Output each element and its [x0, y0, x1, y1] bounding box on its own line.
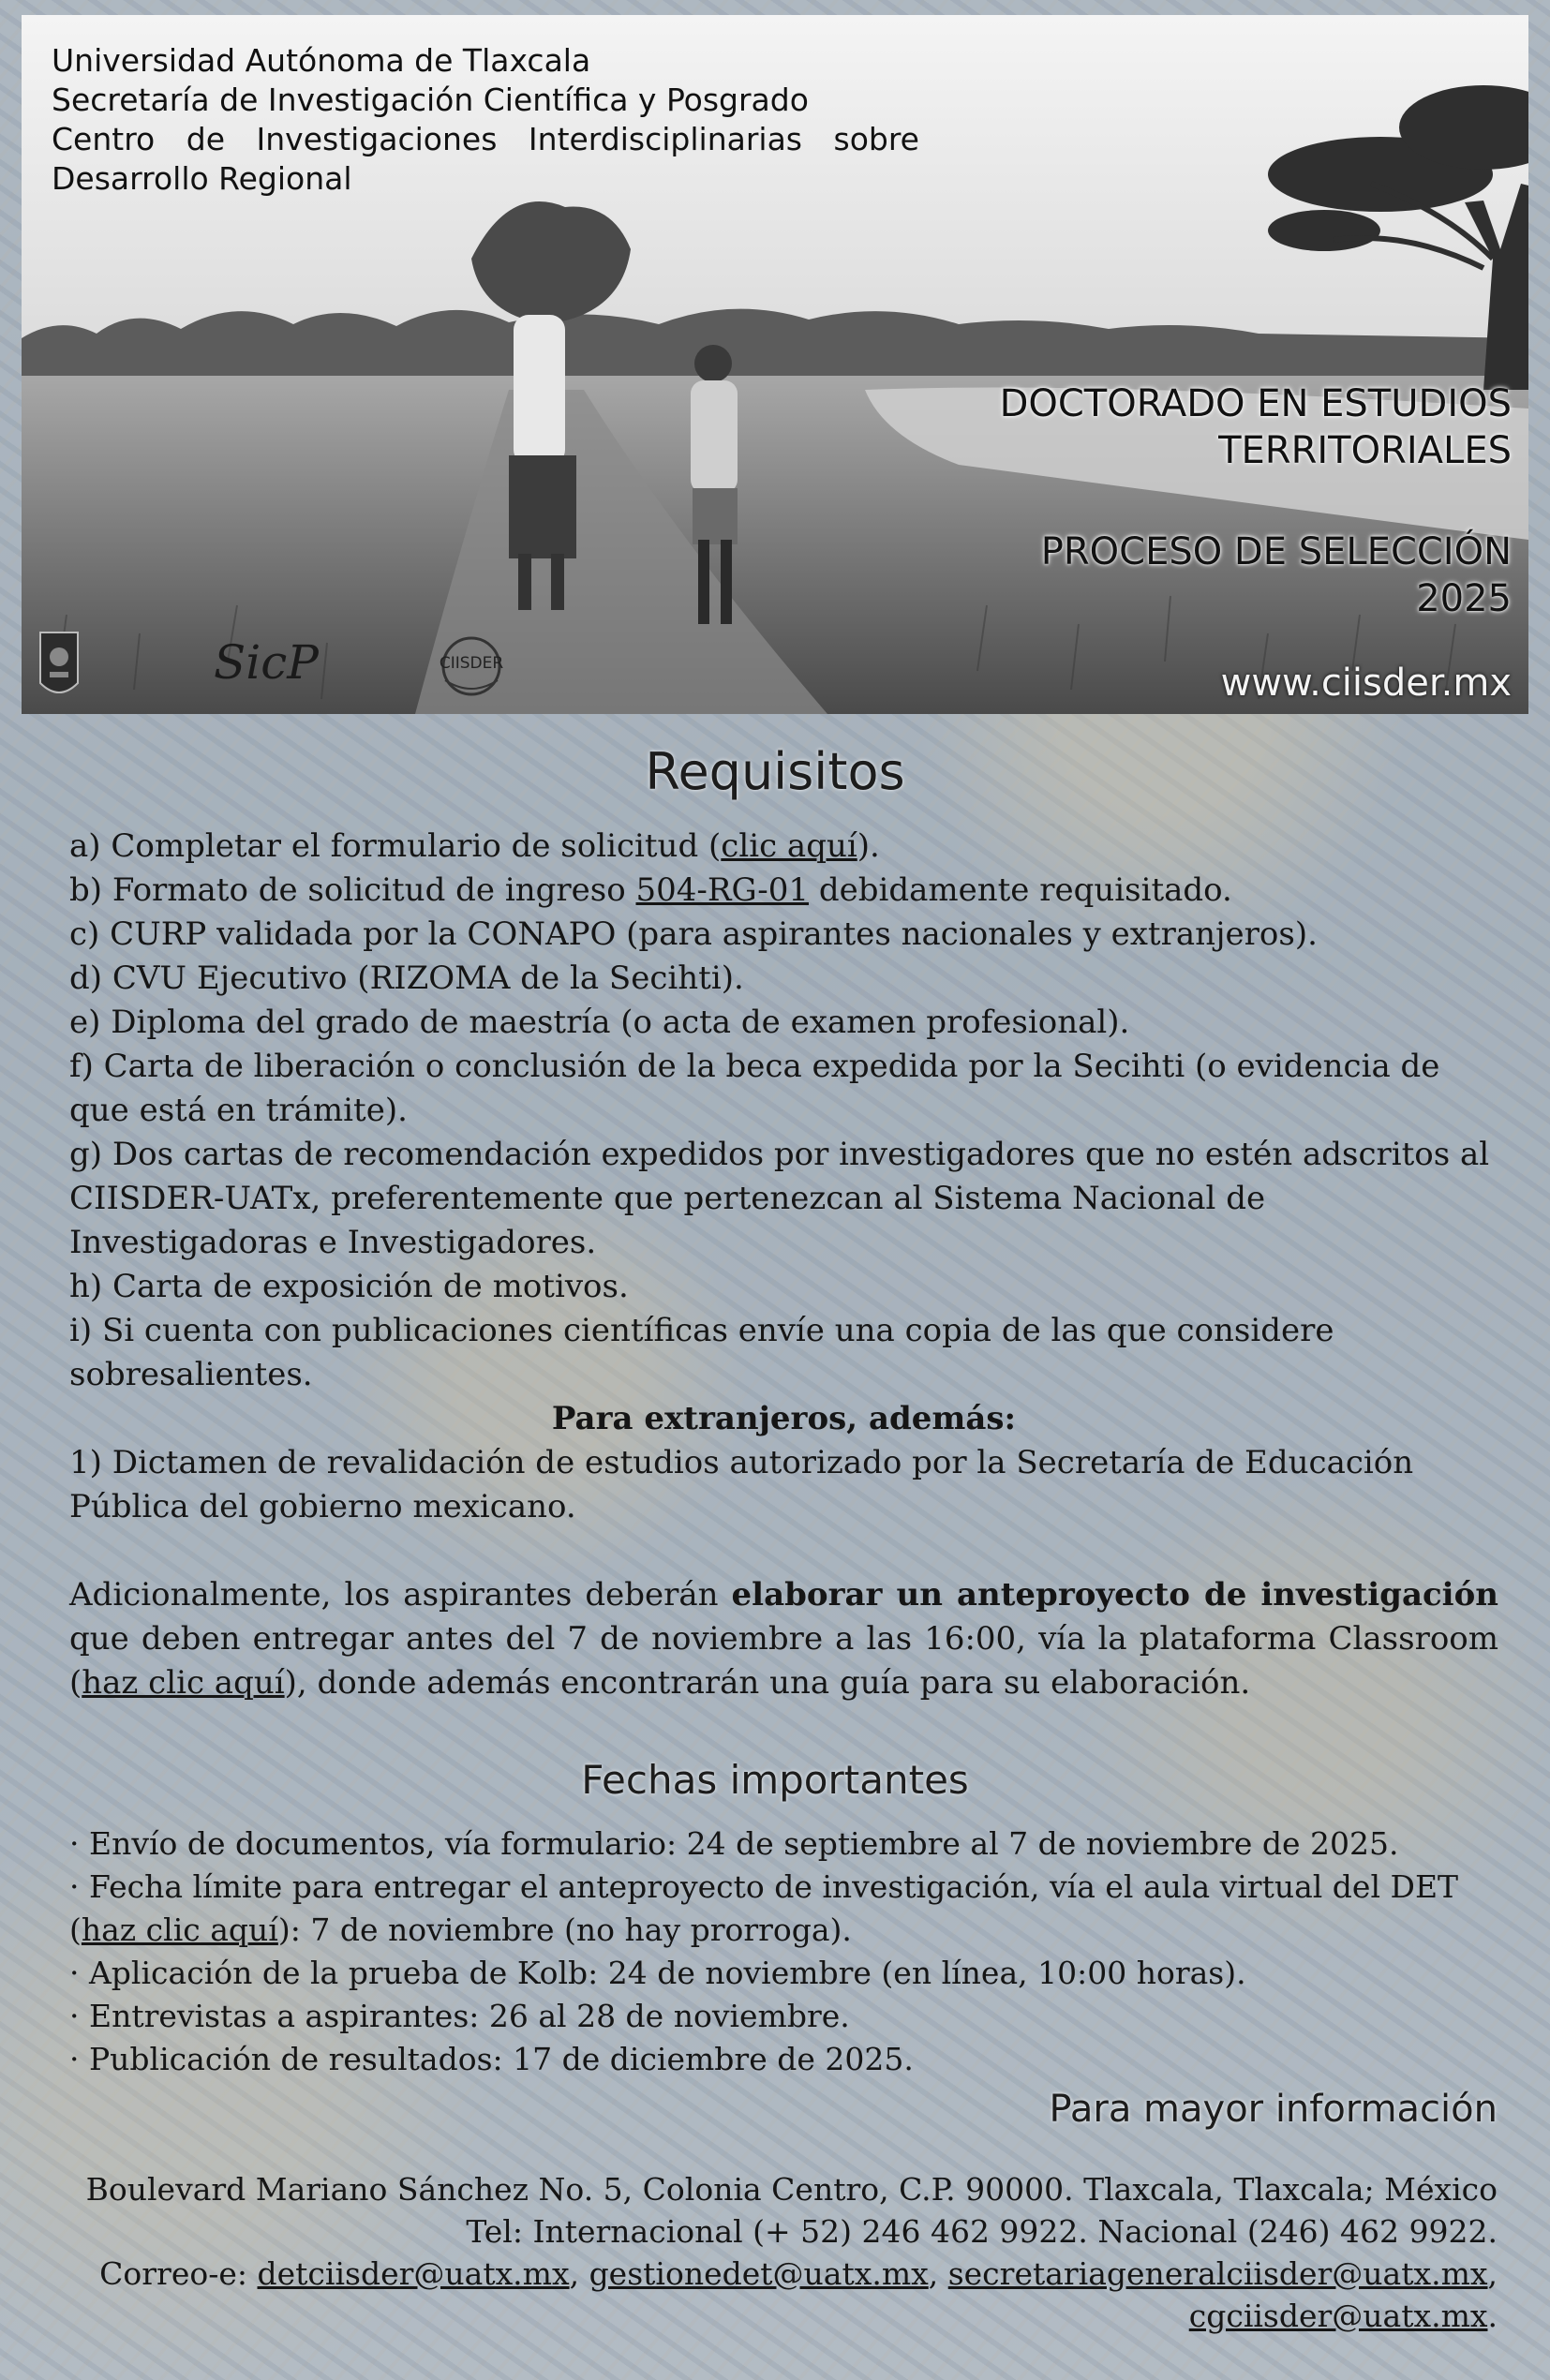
classroom-link[interactable]: haz clic aquí: [82, 1664, 285, 1702]
requirement-f: f) Carta de liberación o conclusión de la beca expedida por la Secihti (o evidencia de que está en trámite).: [69, 1048, 1440, 1129]
institution-line-1: Universidad Autónoma de Tlaxcala: [52, 42, 591, 79]
date-item-5: · Publicación de resultados: 17 de diciembre de 2025.: [69, 2041, 914, 2077]
program-title-line-2: TERRITORIALES: [1218, 429, 1512, 472]
date-item-4: · Entrevistas a aspirantes: 26 al 28 de noviembre.: [69, 1998, 850, 2034]
requirement-i: i) Si cuenta con publicaciones científicas envíe una copia de las que considere sobresalientes.: [69, 1312, 1334, 1393]
requirement-b-end: debidamente requisitado.: [809, 871, 1232, 909]
dates-list: [69, 1822, 1498, 2081]
process-title-year: 2025: [1416, 577, 1512, 620]
additional-paragraph: [69, 1573, 1498, 1705]
ciisder-logo-text: CIISDER: [439, 654, 504, 673]
institution-block: [52, 41, 919, 199]
contact-title: Para mayor información: [1049, 2088, 1498, 2131]
email-link-gestionedet[interactable]: gestionedet@uatx.mx: [589, 2255, 929, 2292]
email-link-detciisder[interactable]: detciisder@uatx.mx: [257, 2255, 570, 2292]
date-item-3: · Aplicación de la prueba de Kolb: 24 de noviembre (en línea, 10:00 horas).: [69, 1955, 1246, 1991]
process-title: [1041, 528, 1512, 622]
email-label: Correo-e:: [99, 2255, 258, 2292]
sicp-logo: SicP: [214, 635, 319, 690]
address: Boulevard Mariano Sánchez No. 5, Colonia Centro, C.P. 90000. Tlaxcala, Tlaxcala; México: [85, 2171, 1498, 2208]
ciisder-logo: [425, 633, 518, 699]
requirement-a-end: ).: [857, 827, 880, 865]
emails-line-2: cgciisder@uatx.mx.: [1188, 2298, 1498, 2334]
requirement-g: g) Dos cartas de recomendación expedidos por investigadores que no estén adscritos al CIISDER-UATx, preferentemente que pertenezcan al Sistema Nacional de Investigadoras e Investigadores.: [69, 1136, 1490, 1261]
additional-text-middle: que deben entregar antes del 7 de noviembre a las 16:00, vía la plataforma Classroom (: [69, 1620, 1498, 1702]
institution-line-3: Centro de Investigaciones Interdisciplinarias sobre: [52, 121, 919, 157]
institution-line-2: Secretaría de Investigación Científica y Posgrado: [52, 82, 809, 118]
foreign-applicants-title: Para extranjeros, además:: [551, 1400, 1017, 1437]
requirement-h: h) Carta de exposición de motivos.: [69, 1268, 629, 1305]
process-title-line-1: PROCESO DE SELECCIÓN: [1040, 530, 1512, 573]
requirements-title: Requisitos: [645, 742, 905, 801]
emails-line: Correo-e: detciisder@uatx.mx, gestionedet@uatx.mx, secretariageneralciisder@uatx.mx,: [99, 2255, 1498, 2292]
requirement-c: c) CURP validada por la CONAPO (para aspirantes nacionales y extranjeros).: [69, 915, 1318, 953]
requirement-a: [69, 825, 1498, 869]
header-banner: [22, 15, 1528, 714]
requirement-b-text: b) Formato de solicitud de ingreso: [69, 871, 636, 909]
email-link-secretariageneral[interactable]: secretariageneralciisder@uatx.mx: [947, 2255, 1488, 2292]
website-link[interactable]: www.ciisder.mx: [1220, 662, 1512, 705]
contact-block: [0, 2168, 1498, 2337]
requirement-e: e) Diploma del grado de maestría (o acta de examen profesional).: [69, 1004, 1130, 1041]
additional-text-end: ), donde además encontrarán una guía para su elaboración.: [284, 1664, 1251, 1702]
email-link-cgciisder[interactable]: cgciisder@uatx.mx: [1188, 2298, 1488, 2334]
requirement-a-text: a) Completar el formulario de solicitud (: [69, 827, 722, 865]
date-item-2-end: ): 7 de noviembre (no hay prorroga).: [277, 1911, 852, 1948]
virtual-classroom-link[interactable]: haz clic aquí: [81, 1911, 278, 1948]
spacer: [69, 1529, 1498, 1573]
foreign-requirement-1: 1) Dictamen de revalidación de estudios autorizado por la Secretaría de Educación Pública del gobierno mexicano.: [69, 1444, 1414, 1525]
uatx-crest-icon: [37, 629, 82, 704]
date-item-2-text: · Fecha límite para entregar el anteproyecto de investigación, vía el aula virtual del DET (: [69, 1868, 1459, 1948]
requirements-list: [69, 825, 1498, 1705]
date-item-1: · Envío de documentos, vía formulario: 24 de septiembre al 7 de noviembre de 2025.: [69, 1825, 1399, 1862]
institution-line-4: Desarrollo Regional: [52, 160, 352, 197]
program-title: [1000, 380, 1512, 474]
additional-text-start: Adicionalmente, los aspirantes deberán: [69, 1576, 732, 1614]
dates-title: Fechas importantes: [581, 1757, 969, 1803]
additional-bold: elaborar un anteproyecto de investigación: [731, 1576, 1498, 1614]
application-form-link[interactable]: clic aquí: [721, 827, 857, 865]
program-title-line-1: DOCTORADO EN ESTUDIOS: [999, 382, 1512, 425]
date-item-2: [69, 1866, 1498, 1952]
requirement-b: [69, 869, 1498, 913]
phone: Tel: Internacional (+ 52) 246 462 9922. Nacional (246) 462 9922.: [466, 2213, 1498, 2250]
requirement-d: d) CVU Ejecutivo (RIZOMA de la Secihti).: [69, 959, 744, 997]
form-504-link[interactable]: 504-RG-01: [635, 871, 810, 909]
